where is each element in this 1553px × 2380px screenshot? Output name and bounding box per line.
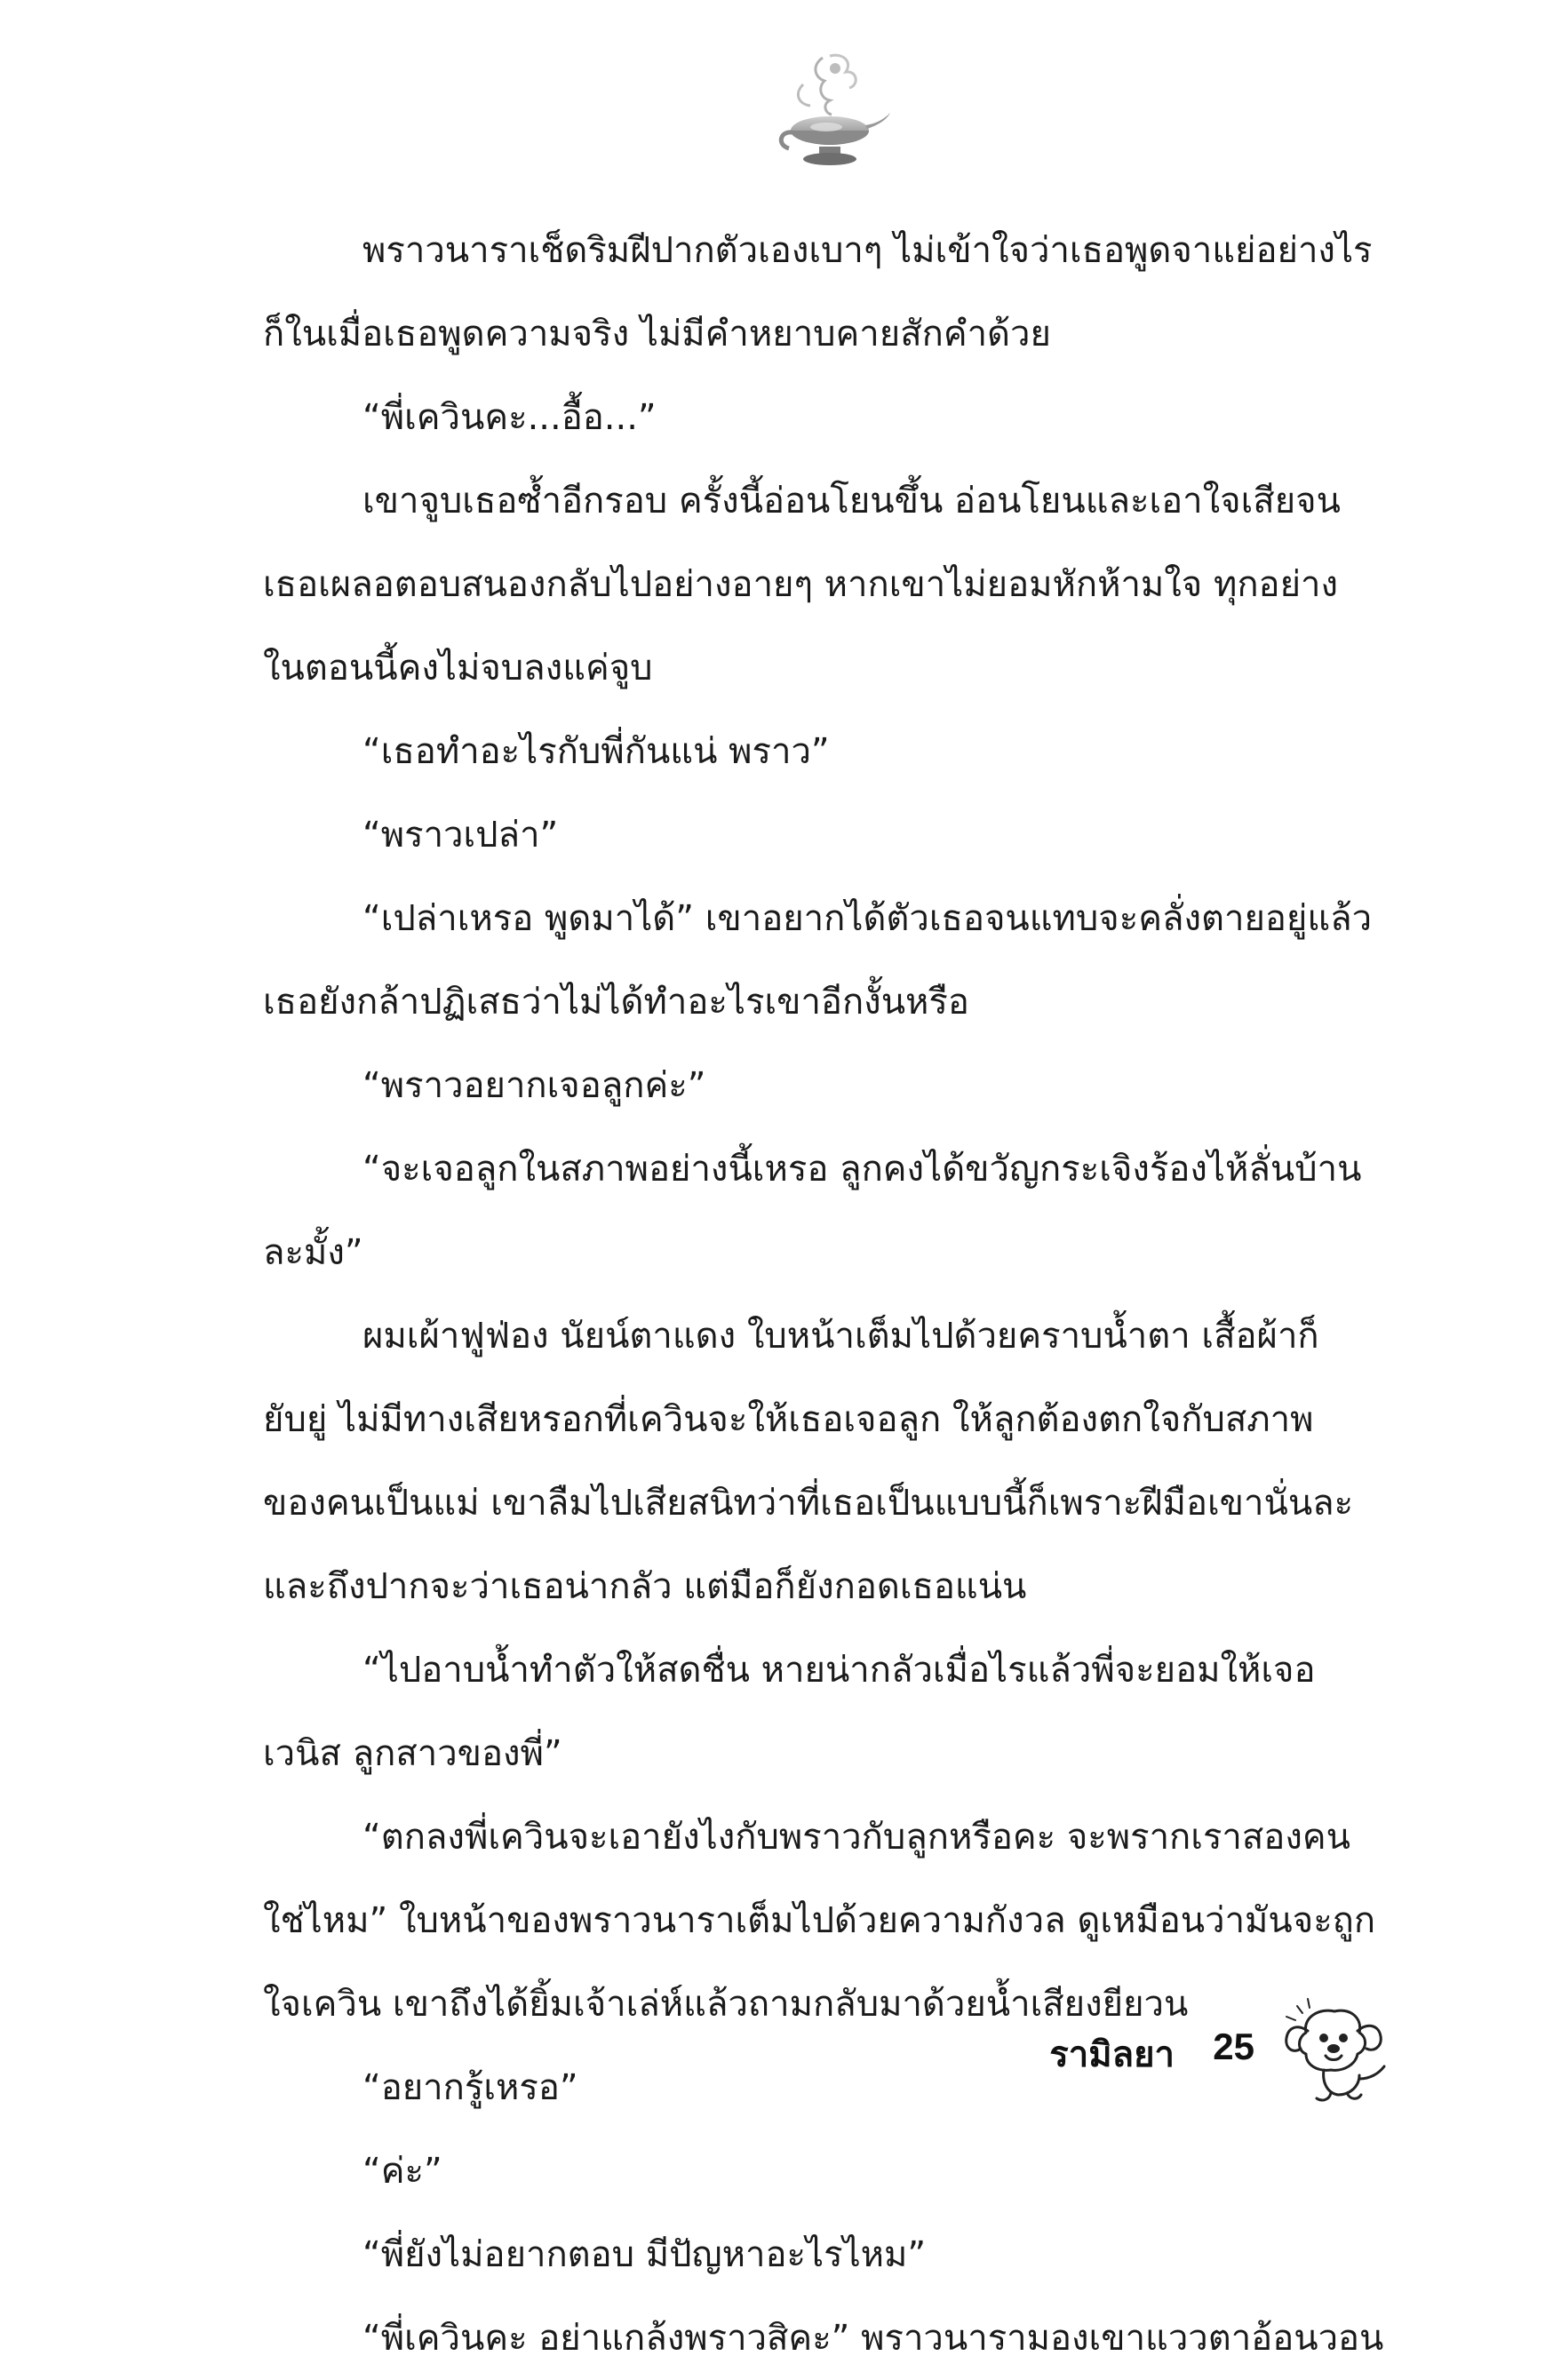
paragraph: [263, 1294, 1407, 1628]
text-line: เขาจูบเธอซ้ำอีกรอบ ครั้งนี้อ่อนโยนขึ้น อ่อนโยนและเอาใจเสียจน: [362, 481, 1341, 521]
text-line: “ค่ะ”: [362, 2151, 442, 2192]
text-line: “พี่เควินคะ...อื้อ...”: [362, 397, 657, 438]
text-line: ของคนเป็นแม่ เขาลืมไปเสียสนิทว่าที่เธอเป็นแบบนี้ก็เพราะฝีมือเขานั่นละ: [263, 1483, 1354, 1524]
paragraph: [263, 459, 1407, 710]
text-line: เวนิส ลูกสาวของพี่”: [263, 1733, 562, 1774]
text-line: “พราวอยากเจอลูกค่ะ”: [362, 1065, 706, 1106]
text-line: “ตกลงพี่เควินจะเอายังไงกับพราวกับลูกหรือคะ จะพรากเราสองคน: [362, 1817, 1350, 1858]
paragraph: [263, 1795, 1407, 2046]
text-line: ละมั้ง”: [263, 1232, 363, 1273]
paragraph: [263, 209, 1407, 376]
text-line: “จะเจอลูกในสภาพอย่างนี้เหรอ ลูกคงได้ขวัญกระเจิงร้องไห้ลั่นบ้าน: [362, 1149, 1362, 1190]
author-name: รามิลยา: [1049, 2034, 1175, 2075]
cartoon-dog-icon: [1270, 1997, 1404, 2104]
text-line: “เปล่าเหรอ พูดมาได้” เขาอยากได้ตัวเธอจนแทบจะคลั่งตายอยู่แล้ว: [362, 898, 1373, 939]
paragraph: [263, 793, 1407, 877]
page-number: 25: [1213, 2026, 1254, 2067]
text-line: เธอยังกล้าปฏิเสธว่าไม่ได้ทำอะไรเขาอีกงั้นหรือ: [263, 982, 969, 1023]
text-line: “อยากรู้เหรอ”: [362, 2067, 578, 2108]
text-line: ใช่ไหม” ใบหน้าของพราวนาราเต็มไปด้วยความกังวล ดูเหมือนว่ามันจะถูก: [263, 1900, 1376, 1941]
paragraph: [263, 376, 1407, 459]
text-line: ยับยู่ ไม่มีทางเสียหรอกที่เควินจะให้เธอเจอลูก ให้ลูกต้องตกใจกับสภาพ: [263, 1399, 1314, 1440]
text-line: ก็ในเมื่อเธอพูดความจริง ไม่มีคำหยาบคายสักคำด้วย: [263, 314, 1051, 354]
text-line: พราวนาราเช็ดริมฝีปากตัวเองเบาๆ ไม่เข้าใจว่าเธอพูดจาแย่อย่างไร: [362, 230, 1373, 271]
text-line: ใจเควิน เขาถึงได้ยิ้มเจ้าเล่ห์แล้วถามกลับมาด้วยน้ำเสียงยียวน: [263, 1984, 1189, 2025]
text-line: “ไปอาบน้ำทำตัวให้สดชื่น หายน่ากลัวเมื่อไรแล้วพี่จะยอมให้เจอ: [362, 1650, 1316, 1691]
text-line: เธอเผลอตอบสนองกลับไปอย่างอายๆ หากเขาไม่ยอมหักห้ามใจ ทุกอย่าง: [263, 564, 1338, 605]
paragraph: [263, 2296, 1407, 2380]
paragraph: [263, 2129, 1407, 2213]
text-line: ในตอนนี้คงไม่จบลงแค่จูบ: [263, 648, 653, 689]
paragraph: [263, 877, 1407, 1044]
paragraph: [263, 1127, 1407, 1294]
text-line: “พราวเปล่า”: [362, 815, 559, 856]
text-line: “พี่เควินคะ อย่าแกล้งพราวสิคะ” พราวนารามองเขาแววตาอ้อนวอน: [362, 2318, 1384, 2359]
paragraph: [263, 710, 1407, 793]
paragraph: [263, 2213, 1407, 2296]
text-line: “พี่ยังไม่อยากตอบ มีปัญหาอะไรไหม”: [362, 2234, 927, 2275]
page-footer: [1013, 2015, 1422, 2139]
paragraph: [263, 1628, 1407, 1795]
text-line: ผมเผ้าฟูฟ่อง นัยน์ตาแดง ใบหน้าเต็มไปด้วยคราบน้ำตา เสื้อผ้าก็: [362, 1316, 1319, 1357]
paragraph: [263, 1044, 1407, 1127]
text-line: “เธอทำอะไรกับพี่กันแน่ พราว”: [362, 731, 830, 772]
text-line: และถึงปากจะว่าเธอน่ากลัว แต่มือก็ยังกอดเธอแน่น: [263, 1566, 1027, 1607]
genie-lamp-icon: [768, 49, 892, 182]
